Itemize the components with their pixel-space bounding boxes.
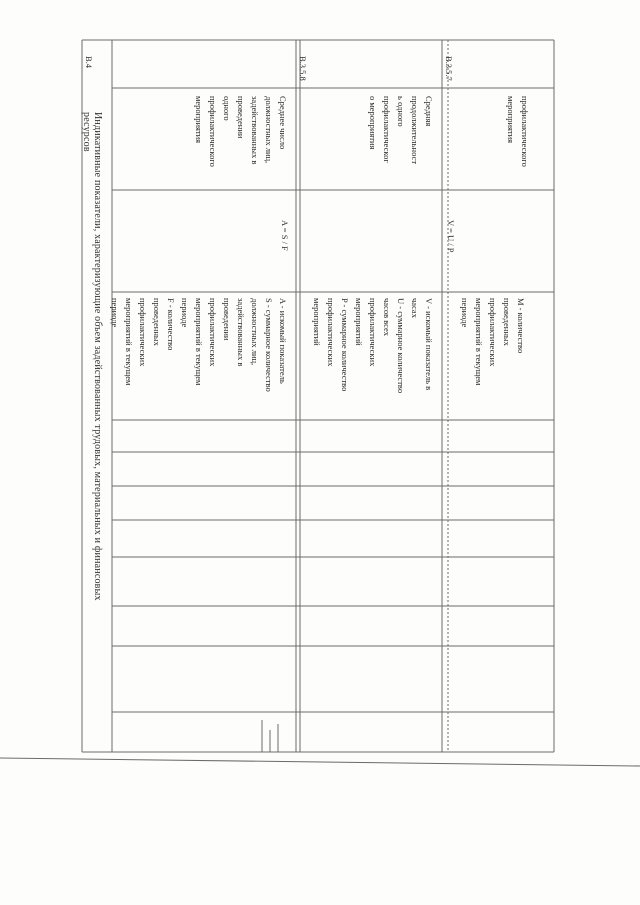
row-code-b357: В.3.5.7 [444,56,454,81]
formula-explanation-b357: V - искомый показатель в часах U - суммарное количество часов всех профилактических мероприятий P - суммарное количество профилактических мероприятий [312,298,434,394]
row-code-b4: В.4 [84,56,94,69]
indicator-name-b357: Средняя продолжительност ь одного профилактическог о мероприятия [368,96,434,165]
formula-explanation-continued: M - количество проведенных профилактических мероприятий в текущем периоде [460,298,526,386]
formula-b358: A = S / F [280,220,290,251]
formula-b357: V = U / P [446,220,456,253]
formula-explanation-b358: A - искомый показатель S - суммарное количество должностных лиц, задействованных в проведении профилактических мероприятий в текущем периоде F - количество проведенных профилактических мероприятий в текущем периоде [110,298,288,392]
row-code-b358: В.3.5.8 [298,56,308,81]
section-heading-b4: Индикативные показатели, характеризующие объем задействованных трудовых, материальных и финансовых ресурсов [81,112,103,601]
indicator-name-b358: Среднее число должностных лиц, задействованных в проведении одного профилактического мероприятия [194,96,288,167]
scan-edge-line [0,758,640,766]
indicator-name-continued: профилактического мероприятия [506,96,530,167]
